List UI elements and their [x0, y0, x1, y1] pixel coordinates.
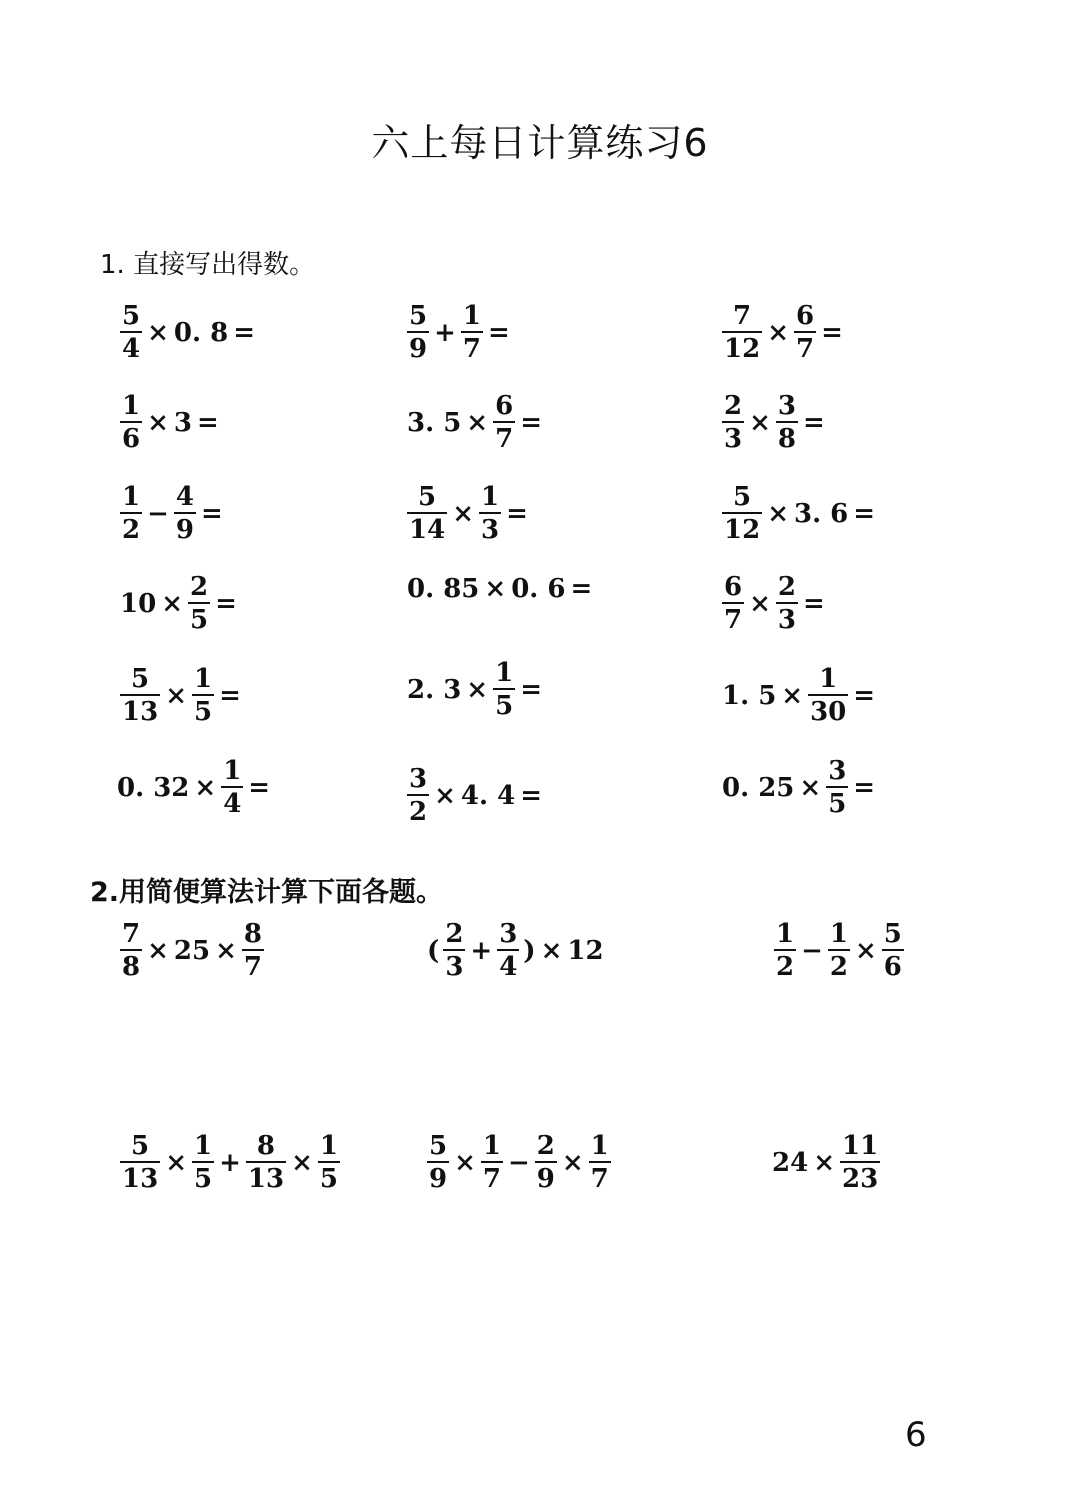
- numerator: 11: [841, 1131, 879, 1161]
- numerator: 1: [122, 482, 141, 512]
- problem-1-6: [720, 393, 828, 452]
- number: 3. 6: [793, 498, 849, 529]
- problem-1-5: [405, 393, 545, 452]
- denominator: 2: [828, 949, 850, 980]
- operator: =: [853, 680, 876, 711]
- operator: =: [821, 317, 843, 348]
- operator: −: [147, 498, 169, 529]
- operator: −: [801, 935, 823, 966]
- fraction: [407, 303, 429, 362]
- problem-1-12: [720, 574, 828, 633]
- problem-1-9: [720, 484, 878, 543]
- problem-2-6: [770, 1133, 882, 1192]
- operator: =: [802, 588, 825, 619]
- operator: ×: [194, 772, 217, 803]
- fraction: [840, 1133, 880, 1192]
- operator: ×: [484, 574, 507, 604]
- operator: ×: [781, 680, 804, 711]
- denominator: 6: [120, 421, 142, 452]
- operator: ×: [466, 407, 489, 438]
- number: 24: [772, 1147, 809, 1178]
- fraction: [722, 303, 762, 362]
- denominator: 9: [407, 331, 429, 362]
- fraction: [776, 393, 798, 452]
- operator: =: [200, 498, 223, 529]
- fraction: [722, 393, 744, 452]
- denominator: 7: [242, 949, 264, 980]
- operator: ×: [165, 1147, 187, 1178]
- fraction: [120, 303, 142, 362]
- denominator: 9: [174, 512, 196, 543]
- number: 3. 5: [407, 407, 462, 438]
- denominator: 23: [840, 1161, 880, 1192]
- operator: ×: [147, 407, 169, 438]
- denominator: 13: [120, 1161, 160, 1192]
- operator: −: [507, 1147, 530, 1178]
- fraction: [120, 666, 160, 725]
- numerator: 7: [733, 301, 752, 331]
- denominator: 3: [722, 421, 744, 452]
- fraction: [493, 393, 515, 452]
- denominator: 2: [120, 512, 142, 543]
- operator: ×: [165, 680, 187, 711]
- numerator: 1: [319, 1131, 338, 1161]
- numerator: 5: [122, 301, 141, 331]
- number: 0. 8: [173, 317, 229, 348]
- denominator: 4: [221, 786, 243, 817]
- operator: ×: [854, 935, 877, 966]
- fraction: [882, 921, 904, 980]
- operator: =: [248, 772, 271, 803]
- operator: ×: [147, 317, 169, 348]
- denominator: 9: [427, 1161, 449, 1192]
- fraction: [722, 484, 762, 543]
- denominator: 9: [535, 1161, 557, 1192]
- fraction: [120, 484, 142, 543]
- operator: =: [570, 574, 593, 604]
- numerator: 1: [223, 756, 242, 786]
- problem-1-4: [118, 393, 222, 452]
- number: 0. 85: [407, 574, 480, 604]
- denominator: 3: [443, 949, 465, 980]
- operator: +: [470, 935, 493, 966]
- fraction: [192, 1133, 214, 1192]
- denominator: 2: [774, 949, 796, 980]
- numerator: 5: [418, 482, 437, 512]
- problem-2-1: [118, 921, 266, 980]
- denominator: 5: [318, 1161, 340, 1192]
- fraction: [188, 574, 210, 633]
- denominator: 5: [826, 786, 848, 817]
- problem-2-5: [425, 1133, 613, 1192]
- operator: =: [506, 498, 528, 529]
- operator: =: [520, 407, 542, 438]
- denominator: 12: [722, 512, 762, 543]
- operator: =: [487, 317, 510, 348]
- operator: ×: [561, 1147, 584, 1178]
- fraction: [774, 921, 796, 980]
- numerator: 3: [828, 756, 847, 786]
- denominator: 8: [120, 949, 142, 980]
- denominator: 2: [407, 794, 429, 825]
- problem-1-18: [720, 758, 878, 817]
- numerator: 1: [590, 1131, 609, 1161]
- numerator: 6: [724, 572, 743, 602]
- denominator: 7: [461, 331, 483, 362]
- operator: =: [219, 680, 241, 711]
- denominator: 3: [479, 512, 501, 543]
- operator: =: [520, 674, 542, 705]
- numerator: 2: [777, 572, 796, 602]
- fraction: [246, 1133, 286, 1192]
- numerator: 4: [175, 482, 194, 512]
- problem-1-8: [405, 484, 531, 543]
- number: 0. 32: [117, 772, 190, 803]
- page-number: 6: [905, 1415, 927, 1455]
- fraction: [242, 921, 264, 980]
- numerator: 2: [445, 919, 464, 949]
- numerator: 1: [480, 482, 500, 512]
- fraction: [479, 484, 501, 543]
- denominator: 5: [188, 602, 210, 633]
- operator: ×: [813, 1147, 835, 1178]
- numerator: 2: [724, 391, 743, 421]
- numerator: 6: [495, 391, 514, 421]
- denominator: 5: [493, 688, 515, 719]
- problem-1-13: [118, 666, 244, 725]
- operator: =: [853, 772, 876, 803]
- numerator: 5: [883, 919, 902, 949]
- problem-1-16: [115, 758, 273, 817]
- numerator: 1: [819, 664, 838, 694]
- operator: ×: [215, 935, 237, 966]
- numerator: 8: [256, 1131, 276, 1161]
- numerator: 5: [131, 664, 150, 694]
- fraction: [120, 1133, 160, 1192]
- operator: ×: [799, 772, 822, 803]
- number: 3: [173, 407, 192, 438]
- fraction: [481, 1133, 503, 1192]
- operator: ×: [454, 1147, 476, 1178]
- numerator: 5: [429, 1131, 448, 1161]
- operator: +: [219, 1147, 241, 1178]
- operator: =: [802, 407, 825, 438]
- operator: =: [520, 780, 542, 811]
- operator: =: [196, 407, 219, 438]
- number: 1. 5: [722, 680, 777, 711]
- denominator: 8: [776, 421, 798, 452]
- problem-1-15: [720, 666, 878, 725]
- operator: =: [853, 498, 876, 529]
- numerator: 2: [536, 1131, 555, 1161]
- denominator: 5: [192, 1161, 214, 1192]
- numerator: 5: [733, 482, 752, 512]
- fraction: [407, 484, 447, 543]
- fraction: [174, 484, 196, 543]
- denominator: 14: [407, 512, 447, 543]
- numerator: 1: [482, 1131, 501, 1161]
- operator: ×: [767, 498, 789, 529]
- numerator: 3: [409, 764, 428, 794]
- denominator: 7: [481, 1161, 503, 1192]
- numerator: 1: [776, 919, 795, 949]
- denominator: 7: [493, 421, 515, 452]
- number: 12: [567, 935, 604, 966]
- fraction: [497, 921, 519, 980]
- fraction: [535, 1133, 557, 1192]
- operator: ×: [291, 1147, 313, 1178]
- number: 25: [173, 935, 211, 966]
- fraction: [318, 1133, 340, 1192]
- operator: ×: [434, 780, 456, 811]
- operator: ×: [161, 588, 183, 619]
- problem-2-4: [118, 1133, 342, 1192]
- fraction: [493, 660, 515, 719]
- number: 4. 4: [460, 780, 516, 811]
- fraction: [776, 574, 798, 633]
- problem-1-17: [405, 766, 545, 825]
- fraction: [589, 1133, 611, 1192]
- numerator: 5: [409, 301, 428, 331]
- fraction: [120, 921, 142, 980]
- numerator: 3: [777, 391, 796, 421]
- denominator: 4: [497, 949, 519, 980]
- operator: ×: [749, 407, 771, 438]
- operator: ×: [452, 498, 474, 529]
- denominator: 6: [882, 949, 904, 980]
- denominator: 12: [722, 331, 762, 362]
- denominator: 7: [589, 1161, 611, 1192]
- problem-1-3: [720, 303, 846, 362]
- fraction: [221, 758, 243, 817]
- operator: ×: [466, 674, 489, 705]
- denominator: 30: [808, 694, 848, 725]
- numerator: 1: [829, 919, 848, 949]
- denominator: 13: [120, 694, 160, 725]
- operator: =: [233, 317, 255, 348]
- numerator: 7: [122, 919, 141, 949]
- numerator: 2: [189, 572, 209, 602]
- operator: ×: [749, 588, 771, 619]
- denominator: 13: [246, 1161, 286, 1192]
- page-title: 六上每日计算练习6: [371, 121, 709, 165]
- numerator: 5: [131, 1131, 150, 1161]
- denominator: 7: [722, 602, 744, 633]
- problem-2-3: [772, 921, 906, 980]
- problem-1-14: [405, 660, 545, 719]
- section-2-heading: 2.用简便算法计算下面各题。: [90, 877, 444, 908]
- numerator: 8: [243, 919, 262, 949]
- fraction: [461, 303, 483, 362]
- fraction: [120, 393, 142, 452]
- fraction: [407, 766, 429, 825]
- fraction: [794, 303, 816, 362]
- number: 0. 25: [722, 772, 795, 803]
- fraction: [808, 666, 848, 725]
- numerator: 1: [193, 664, 213, 694]
- denominator: 5: [192, 694, 214, 725]
- number: (: [427, 935, 440, 966]
- fraction: [443, 921, 465, 980]
- denominator: 4: [120, 331, 142, 362]
- problem-1-11: [405, 574, 595, 604]
- operator: ×: [767, 317, 789, 348]
- number: 0. 6: [511, 574, 566, 604]
- fraction: [192, 666, 214, 725]
- number: 2. 3: [407, 674, 462, 705]
- fraction: [427, 1133, 449, 1192]
- numerator: 1: [462, 301, 481, 331]
- operator: +: [434, 317, 456, 348]
- number: 10: [120, 588, 157, 619]
- fraction: [828, 921, 850, 980]
- problem-1-1: [118, 303, 258, 362]
- numerator: 1: [193, 1131, 213, 1161]
- problem-1-10: [118, 574, 240, 633]
- numerator: 1: [122, 391, 141, 421]
- numerator: 1: [495, 658, 514, 688]
- numerator: 3: [499, 919, 518, 949]
- section-1-heading: 1. 直接写出得数。: [100, 250, 316, 280]
- problem-1-2: [405, 303, 513, 362]
- operator: ×: [540, 935, 563, 966]
- operator: ×: [147, 935, 169, 966]
- fraction: [826, 758, 848, 817]
- numerator: 6: [795, 301, 815, 331]
- operator: =: [215, 588, 237, 619]
- problem-1-7: [118, 484, 226, 543]
- denominator: 7: [794, 331, 816, 362]
- fraction: [722, 574, 744, 633]
- number: ): [523, 935, 536, 966]
- problem-2-2: [425, 921, 606, 980]
- denominator: 3: [776, 602, 798, 633]
